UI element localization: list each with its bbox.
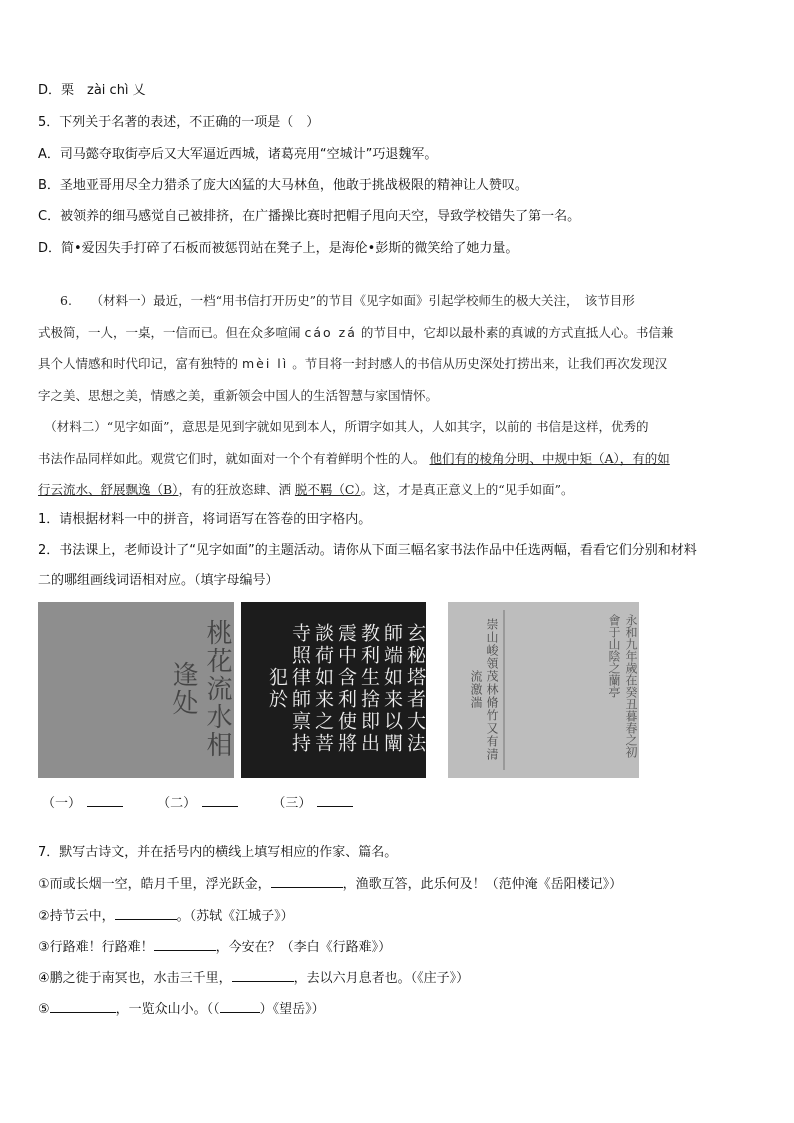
calligraphy-image-3 — [448, 602, 639, 778]
answer-blank[interactable] — [271, 874, 343, 888]
underlined-phrase-b: 行云流水、舒展飘逸（B） — [38, 482, 179, 497]
q5-option-b: B．圣地亚哥用尽全力猎杀了庞大凶猛的大马林鱼，他敢于挑战极限的精神让人赞叹。 — [38, 178, 528, 193]
figure-label-2: （二） — [157, 796, 197, 811]
calligraphy-text-regular: 玄秘塔者大法師端如来以闡教利生捨即出震中含利使將談荷如来之菩寺照律師禀持犯於 — [266, 623, 426, 755]
calligraphy-text-running: 崇山峻領茂林脩竹又有清流激湍 — [469, 617, 499, 761]
material-two-line: 行云流水、舒展飘逸（B），有的狂放恣肆、洒 脱不羁（C）。这，才是真正意义上的“见手如面”。 — [38, 482, 574, 497]
figure-label-1: （一） — [42, 796, 82, 811]
q6-materials — [38, 285, 754, 506]
calligraphy-text-running-2: 永和九年歲在癸丑暮春之初會于山陰之蘭亭 — [607, 614, 638, 758]
q6-sub2-line1: 2．书法课上，老师设计了“见字如面”的主题活动。请你从下面三幅名家书法作品中任选两幅，看看它们分别和材料 — [38, 543, 697, 558]
answer-blank-1[interactable] — [87, 793, 123, 807]
q5-option-c: C．被领养的细马感觉自己被排挤，在广播操比赛时把帽子甩向天空，导致学校错失了第一名。 — [38, 209, 581, 224]
q5-option-d: D．简•爱因失手打碎了石板而被惩罚站在凳子上，是海伦•彭斯的微笑给了她力量。 — [38, 241, 519, 256]
q7-item-5: ⑤ ，一览众山小。（（ ）《望岳》） — [38, 999, 325, 1019]
answer-blank-2[interactable] — [202, 793, 238, 807]
underlined-phrase-c: 脱不羁（C） — [294, 482, 361, 497]
underlined-phrase-a: 他们有的棱角分明、中规中矩（A），有的如 — [429, 450, 670, 466]
figure-label-3: （三） — [272, 796, 312, 811]
q7-item-4: ④鹏之徙于南冥也，水击三千里， ，去以六月息者也。（《庄子》） — [38, 968, 469, 988]
pinyin-caoza: cáo zá — [304, 324, 357, 340]
material-one-line: 式极简，一人，一桌，一信而已。但在众多喧闹 cáo zá 的节目中，它却以最朴素的真诚的方式直抵人心。书信兼 — [38, 324, 674, 340]
q5-stem: 5．下列关于名著的表述，不正确的一项是（ ） — [38, 115, 320, 130]
answer-blank[interactable] — [232, 968, 294, 982]
q6-sub1: 1．请根据材料一中的拼音，将词语写在答卷的田字格内。 — [38, 512, 372, 527]
q7-item-1: ①而或长烟一空，皓月千里，浮光跃金， ，渔歌互答，此乐何及！（范仲淹《岳阳楼记》） — [38, 874, 622, 894]
q5-option-a: A．司马懿夺取街亭后又大军逼近西城，诸葛亮用“空城计”巧退魏军。 — [38, 147, 438, 162]
calligraphy-text-cursive: 桃花流水相逢处 — [168, 619, 232, 759]
q7-item-2: ②持节云中， 。（苏轼《江城子》） — [38, 906, 294, 926]
q4-option-d: D．栗 zài chì 乂 — [38, 83, 146, 98]
material-one-line: 字之美、思想之美，情感之美，重新领会中国人的生活智慧与家国情怀。 — [38, 387, 439, 403]
calligraphy-image-2 — [241, 602, 426, 778]
answer-blank[interactable] — [115, 906, 177, 920]
material-two-line: （材料二）“见字如面”，意思是见到字就如见到本人，所谓字如其人，人如其字，以前的 书信是这样，优秀的 — [38, 419, 649, 434]
calligraphy-image-1 — [38, 602, 234, 778]
material-one-line: 具个人情感和时代印记，富有独特的 mèi lì 。节目将一封封感人的书信从历史深处打捞出来，让我们再次发现汉 — [38, 356, 668, 371]
divider — [503, 610, 505, 770]
material-two-line: 书法作品同样如此。观赏它们时，就如面对一个个有着鲜明个性的人。 他们有的棱角分明、中规中矩（A），有的如 — [38, 450, 670, 466]
pinyin-meili: mèi lì — [241, 356, 289, 371]
answer-blank-3[interactable] — [317, 793, 353, 807]
q7-item-3: ③行路难！行路难！ ，今安在？（李白《行路难》） — [38, 937, 391, 957]
figure-answer-labels — [42, 792, 383, 811]
q6-sub2-line2: 二的哪组画线词语相对应。（填字母编号） — [38, 573, 279, 588]
answer-blank[interactable] — [154, 937, 216, 951]
answer-blank-author[interactable] — [220, 999, 260, 1013]
answer-blank[interactable] — [50, 999, 116, 1013]
material-one-line: 6. （材料一）最近，一档“用书信打开历史”的节目《见字如面》引起学校师生的极大关注， 该节目形 — [60, 293, 635, 308]
q7-stem: 7．默写古诗文，并在括号内的横线上填写相应的作家、篇名。 — [38, 845, 398, 860]
